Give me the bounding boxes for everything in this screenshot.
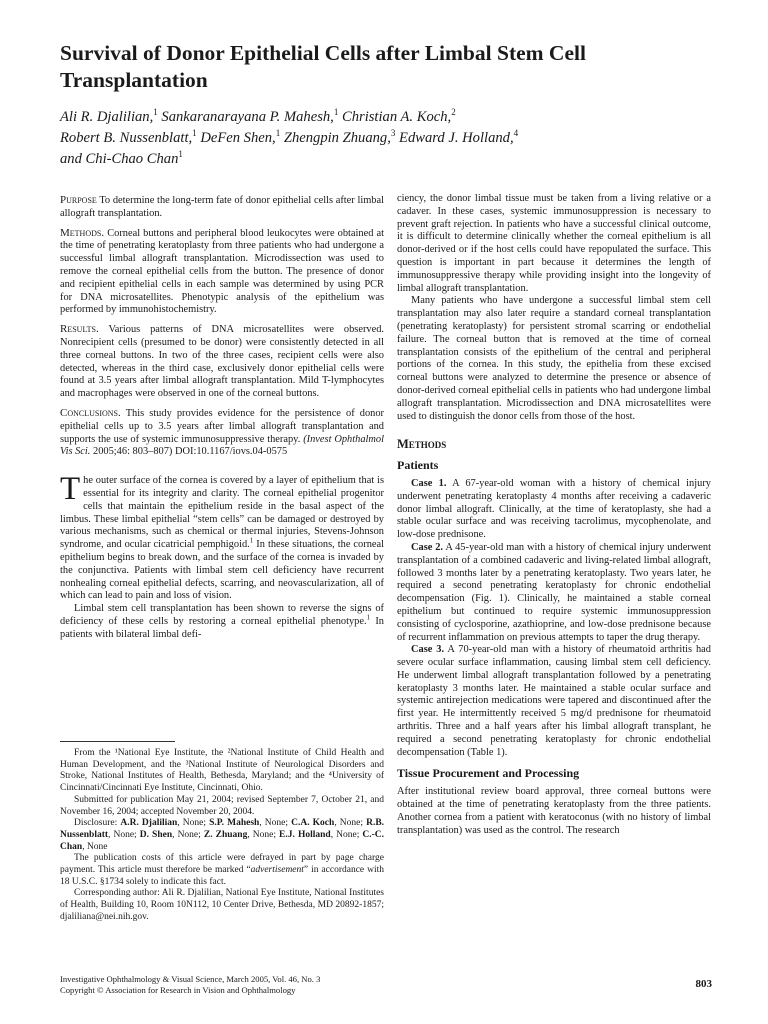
drop-cap: T: [60, 471, 81, 508]
author: Ali R. Djalilian,$^1$: [60, 107, 158, 125]
tissue-heading: Tissue Procurement and Processing: [397, 766, 580, 781]
journal-footer: [60, 974, 410, 996]
intro-paragraph-1: The outer surface of the cornea is covered by a layer of epithelium that is essential for its integrity and clarity. The corneal epithelial progenitor cells that maintain the epithelium reside in the basal aspect of the limbus. These limbal epithelial “stem cells” can be damaged or destroyed by various mechanisms, such as chemical or thermal injuries, Stevens-Johnson syndrome, and ocular cicatricial pemphigoid.$^1$ In these situations, the corneal epithelium begins to break down, and the surface of the cornea is invaded by the conjunctiva. Patients with limbal stem cell deficiency have recurrent nonhealing corneal epithelial defects, scarring, and neovascularization, all of which can lead to pain and loss of vision.: [60, 471, 385, 602]
patients-heading: Patients: [397, 458, 439, 473]
article-title: Survival of Donor Epithelial Cells after Limbal Stem Cell Transplantation: [60, 41, 586, 92]
submission-note: Submitted for publication May 21, 2004; revised September 7, October 21, and November 16, 2004; accepted November 20, 2004.: [60, 794, 384, 817]
right-column: [397, 193, 711, 837]
footnotes: [60, 748, 384, 924]
case-3: Case 3. A 70-year-old man with a history of rheumatoid arthritis had severe ocular surface inflammation, causing limbal stem cell deficiency. He underwent limbal allograft transplantation followed by a penetrating keratoplasty 3 months later. He maintained a stable ocular surface and systemic antirejection medications were tapered and discontinued after the first year. He intermittently received 5 mg/d prednisone for rheumatoid arthritis. Three and a half years after his limbal allograft transplant, he required a second penetrating keratoplasty for chronic endothelial decompensation (Table 1).: [397, 644, 711, 758]
page-number: 803: [695, 978, 712, 990]
case-2: Case 2. A 45-year-old man with a history of chemical injury underwent transplantation of a combined cadaveric and living-related limbal allograft, followed 3 months later by a penetrating keratoplasty. Two years later, he required a second penetrating keratoplasty for chronic endothelial decompensation (Fig. 1). Clinically, he maintained a stable corneal epithelium but continued to require systemic immunosuppression consisting of cyclosporine, azathioprine, and low-dose prednisone because of recurrent inflammation on previous attempts to taper the drug therapy.: [397, 541, 711, 643]
author-list: [60, 107, 720, 170]
tissue-paragraph: After institutional review board approval, three corneal buttons were obtained at the time of penetrating keratoplasty from the three patients. Another cornea from a patient with keratoconus (with no history of limbal transplantation) was used as the control. The research: [397, 786, 711, 836]
case-1: Case 1. A 67-year-old woman with a history of chemical injury underwent penetrating keratoplasty 4 months after receiving a cadaveric donor limbal allograft. Clinically, at the time of keratoplasty, she had a stable ocular surface and was receiving tacrolimus, mycophenolate, and low-dose prednisone.: [397, 477, 711, 541]
journal-info: Investigative Ophthalmology & Visual Science, March 2005, Vol. 46, No. 3: [60, 974, 321, 984]
corresponding-author-note: Corresponding author: Ali R. Djalilian, National Eye Institute, National Institutes of Health, Building 10, Room 10N112, 10 Center Drive, Bethesda, MD 20892-1857; djaliliana@nei.nih.gov.: [60, 888, 384, 922]
affiliations-note: From the ¹National Eye Institute, the ²National Institute of Child Health and Human Development, and the ³National Institute of Neurological Disorders and Stroke, National Institutes of Health, Bethesda, Maryland; and the ⁴University of Cincinnati/Cincinnati Eye Institute, Cincinnati, Ohio.: [60, 748, 384, 794]
abstract-results: Results. Various patterns of DNA microsatellites were observed. Nonrecipient cells (presumed to be donor) were consistently detected in all three corneal buttons. In two of the three cases, recipient cells were also detected, whereas in the third case, exclusively donor epithelial cells were found at 3.5 years after limbal allograft transplantation. Mild T-lymphocytes and macrophages were observed in one of the corneal buttons.: [60, 323, 385, 400]
left-column: [60, 194, 384, 642]
author: Robert B. Nussenblatt,$^1$: [60, 128, 197, 146]
intro-continuation: ciency, the donor limbal tissue must be taken from a living relative or a cadaver. In these cases, systemic immunosuppression is necessary to prevent graft rejection. In patients who have a successful clinical outcome, it is difficult to determine clinically whether the corneal epithelium is all donor-derived or if the host cells could have repopulated the surface. This question is important in part because it determines the length of immunosuppressive therapy while providing insight into the longevity of limbal allograft transplantation.: [397, 193, 711, 294]
author: Zhengpin Zhuang,$^3$: [283, 128, 396, 146]
author: and Chi-Chao Chan$^1$: [60, 149, 183, 167]
author: Christian A. Koch,$^2$: [341, 107, 456, 125]
abstract-conclusions: Conclusions. This study provides evidence for the persistence of donor epithelial cells up to 3.5 years after limbal allograft transplantation and supports the use of systemic immunosuppressive therapy. (Invest Ophthalmol Vis Sci. 2005;46: 803–807) DOI:10.1167/iovs.04-0575: [60, 406, 384, 458]
abstract-purpose: Purpose To determine the long-term fate of donor epithelial cells after limbal allograft transplantation.: [60, 194, 384, 219]
copyright: Copyright © Association for Research in Vision and Ophthalmology: [60, 985, 296, 995]
intro-paragraph-3: Many patients who have undergone a successful limbal stem cell transplantation may also later require a standard corneal transplantation (penetrating keratoplasty) for persistent stromal scarring or endothelial failure. The corneal button that is removed at the time of corneal transplantation consists of the epithelium of the central and peripheral portions of the cornea. In this study, the epithelia from these excised corneal buttons were analyzed to determine the presence or absence of donor-derived corneal epithelial cells in patients who had undergone limbal allograft transplantation. Microdissection and DNA microsatellites were used to distinguish the donor cells from those of the host.: [397, 295, 711, 422]
author: Edward J. Holland,$^4$: [399, 128, 519, 146]
intro-paragraph-2: Limbal stem cell transplantation has been shown to reverse the signs of deficiency of these cells by restoring a corneal epithelial phenotype.$^1$ In patients with bilateral limbal defi-: [60, 603, 384, 640]
author: Sankaranarayana P. Mahesh,$^1$: [161, 107, 339, 125]
abstract-methods: Methods. Corneal buttons and peripheral blood leukocytes were obtained at the time of penetrating keratoplasty from three patients who had undergone a successful limbal allograft transplantation. Microdissection was used to remove the corneal epithelial cells from the button. The presence of donor and recipient epithelial cells in each sample was determined by using PCR for DNA microsatellites. Phenotypic analysis of the epithelium was performed by immunohistochemistry.: [60, 226, 384, 316]
abstract: [60, 194, 384, 459]
methods-heading: Methods: [397, 437, 447, 452]
author: DeFen Shen,$^1$: [200, 128, 281, 146]
publication-note: The publication costs of this article were defrayed in part by page charge payment. This article must therefore be marked “advertisement” in accordance with 18 U.S.C. §1734 solely to indicate this fact.: [60, 853, 384, 887]
disclosure-note: Disclosure: A.R. Djalilian, None; S.P. Mahesh, None; C.A. Koch, None; R.B. Nussenblatt, None; D. Shen, None; Z. Zhuang, None; E.J. Holland, None; C.-C. Chan, None: [60, 818, 385, 852]
footnote-divider: [60, 741, 175, 742]
